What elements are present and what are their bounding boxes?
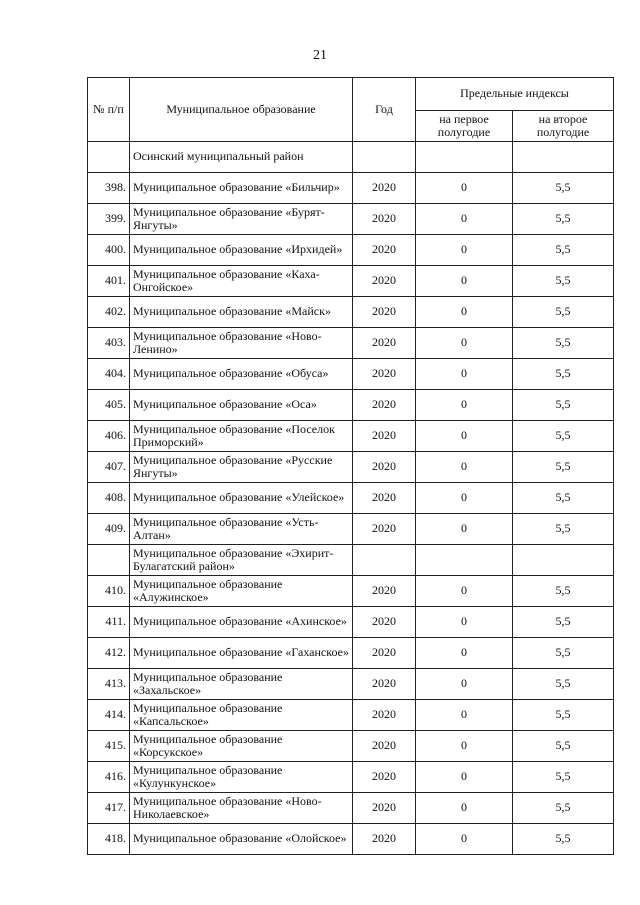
second-half-index: 5,5 — [513, 731, 614, 762]
municipality-name: Муниципальное образование «Майск» — [130, 297, 353, 328]
row-number: 403. — [88, 328, 130, 359]
header-year: Год — [353, 78, 416, 142]
municipality-name: Муниципальное образование «Кулункунское» — [130, 762, 353, 793]
second-half-index: 5,5 — [513, 173, 614, 204]
municipality-name: Муниципальное образование «Бильчир» — [130, 173, 353, 204]
table-row — [88, 607, 614, 638]
row-year: 2020 — [353, 793, 416, 824]
second-half-index: 5,5 — [513, 390, 614, 421]
row-number: 402. — [88, 297, 130, 328]
row-number: 417. — [88, 793, 130, 824]
table-header — [88, 78, 614, 142]
municipality-name: Муниципальное образование «Улейское» — [130, 483, 353, 514]
row-number: 406. — [88, 421, 130, 452]
page-number: 21 — [313, 48, 327, 63]
table-row — [88, 173, 614, 204]
row-number: 415. — [88, 731, 130, 762]
section-h1-cell — [416, 545, 513, 576]
first-half-index: 0 — [416, 328, 513, 359]
row-year: 2020 — [353, 824, 416, 855]
table-row — [88, 204, 614, 235]
row-number: 410. — [88, 576, 130, 607]
table-row — [88, 359, 614, 390]
section-num-cell — [88, 142, 130, 173]
second-half-index: 5,5 — [513, 483, 614, 514]
second-half-index: 5,5 — [513, 793, 614, 824]
table-row — [88, 483, 614, 514]
row-year: 2020 — [353, 514, 416, 545]
row-number: 404. — [88, 359, 130, 390]
second-half-index: 5,5 — [513, 700, 614, 731]
row-number: 414. — [88, 700, 130, 731]
row-number: 399. — [88, 204, 130, 235]
second-half-index: 5,5 — [513, 328, 614, 359]
row-year: 2020 — [353, 669, 416, 700]
municipality-name: Муниципальное образование «Алужинское» — [130, 576, 353, 607]
row-year: 2020 — [353, 576, 416, 607]
table-row — [88, 390, 614, 421]
table-row — [88, 266, 614, 297]
first-half-index: 0 — [416, 514, 513, 545]
municipality-name: Муниципальное образование «Захальское» — [130, 669, 353, 700]
row-year: 2020 — [353, 390, 416, 421]
table-row — [88, 731, 614, 762]
table-row — [88, 576, 614, 607]
municipality-name: Муниципальное образование «Усть-Алтан» — [130, 514, 353, 545]
municipality-name: Муниципальное образование «Ново-Ленино» — [130, 328, 353, 359]
first-half-index: 0 — [416, 421, 513, 452]
table-row — [88, 700, 614, 731]
table-row — [88, 824, 614, 855]
row-year: 2020 — [353, 762, 416, 793]
second-half-index: 5,5 — [513, 421, 614, 452]
row-number: 401. — [88, 266, 130, 297]
table-row — [88, 514, 614, 545]
table-row — [88, 452, 614, 483]
row-number: 400. — [88, 235, 130, 266]
first-half-index: 0 — [416, 235, 513, 266]
section-h2-cell — [513, 142, 614, 173]
row-year: 2020 — [353, 483, 416, 514]
municipality-name: Муниципальное образование «Обуса» — [130, 359, 353, 390]
second-half-index: 5,5 — [513, 452, 614, 483]
first-half-index: 0 — [416, 173, 513, 204]
second-half-index: 5,5 — [513, 297, 614, 328]
header-num: № п/п — [88, 78, 130, 142]
row-year: 2020 — [353, 235, 416, 266]
row-number: 411. — [88, 607, 130, 638]
table-row — [88, 421, 614, 452]
table-row — [88, 638, 614, 669]
row-number: 413. — [88, 669, 130, 700]
row-year: 2020 — [353, 297, 416, 328]
municipality-name: Муниципальное образование «Корсукское» — [130, 731, 353, 762]
first-half-index: 0 — [416, 762, 513, 793]
first-half-index: 0 — [416, 359, 513, 390]
section-year-cell — [353, 545, 416, 576]
second-half-index: 5,5 — [513, 638, 614, 669]
second-half-index: 5,5 — [513, 359, 614, 390]
header-first-half: на первое полугодие — [416, 111, 513, 142]
second-half-index: 5,5 — [513, 669, 614, 700]
header-name: Муниципальное образование — [130, 78, 353, 142]
first-half-index: 0 — [416, 669, 513, 700]
second-half-index: 5,5 — [513, 235, 614, 266]
first-half-index: 0 — [416, 638, 513, 669]
first-half-index: 0 — [416, 793, 513, 824]
table-row — [88, 793, 614, 824]
first-half-index: 0 — [416, 731, 513, 762]
row-year: 2020 — [353, 266, 416, 297]
limit-index-table — [87, 77, 614, 855]
table-body — [88, 142, 614, 855]
row-year: 2020 — [353, 328, 416, 359]
table-row — [88, 762, 614, 793]
second-half-index: 5,5 — [513, 204, 614, 235]
row-number: 416. — [88, 762, 130, 793]
first-half-index: 0 — [416, 483, 513, 514]
first-half-index: 0 — [416, 297, 513, 328]
first-half-index: 0 — [416, 607, 513, 638]
first-half-index: 0 — [416, 824, 513, 855]
municipality-name: Муниципальное образование «Капсальское» — [130, 700, 353, 731]
municipality-name: Муниципальное образование «Русские Янгуты» — [130, 452, 353, 483]
first-half-index: 0 — [416, 576, 513, 607]
section-title: Муниципальное образование «Эхирит-Булагатский район» — [130, 545, 353, 576]
section-h1-cell — [416, 142, 513, 173]
second-half-index: 5,5 — [513, 762, 614, 793]
second-half-index: 5,5 — [513, 266, 614, 297]
municipality-name: Муниципальное образование «Ахинское» — [130, 607, 353, 638]
row-year: 2020 — [353, 204, 416, 235]
row-year: 2020 — [353, 731, 416, 762]
municipality-name: Муниципальное образование «Каха-Онгойское» — [130, 266, 353, 297]
row-year: 2020 — [353, 700, 416, 731]
municipality-name: Муниципальное образование «Олойское» — [130, 824, 353, 855]
section-row — [88, 545, 614, 576]
first-half-index: 0 — [416, 204, 513, 235]
second-half-index: 5,5 — [513, 514, 614, 545]
first-half-index: 0 — [416, 700, 513, 731]
second-half-index: 5,5 — [513, 576, 614, 607]
second-half-index: 5,5 — [513, 607, 614, 638]
header-second-half: на второе полугодие — [513, 111, 614, 142]
table-row — [88, 297, 614, 328]
row-number: 412. — [88, 638, 130, 669]
table-row — [88, 235, 614, 266]
row-year: 2020 — [353, 359, 416, 390]
municipality-name: Муниципальное образование «Ирхидей» — [130, 235, 353, 266]
header-indices: Предельные индексы — [416, 78, 614, 111]
row-number: 408. — [88, 483, 130, 514]
first-half-index: 0 — [416, 390, 513, 421]
row-number: 418. — [88, 824, 130, 855]
municipality-name: Муниципальное образование «Бурят-Янгуты» — [130, 204, 353, 235]
row-number: 407. — [88, 452, 130, 483]
municipality-name: Муниципальное образование «Ново-Николаевское» — [130, 793, 353, 824]
row-year: 2020 — [353, 173, 416, 204]
section-num-cell — [88, 545, 130, 576]
municipality-name: Муниципальное образование «Гаханское» — [130, 638, 353, 669]
municipality-name: Муниципальное образование «Поселок Приморский» — [130, 421, 353, 452]
row-number: 398. — [88, 173, 130, 204]
table-row — [88, 669, 614, 700]
row-number: 405. — [88, 390, 130, 421]
section-h2-cell — [513, 545, 614, 576]
row-year: 2020 — [353, 452, 416, 483]
first-half-index: 0 — [416, 452, 513, 483]
row-year: 2020 — [353, 638, 416, 669]
section-year-cell — [353, 142, 416, 173]
table-row — [88, 328, 614, 359]
section-row — [88, 142, 614, 173]
row-year: 2020 — [353, 421, 416, 452]
row-year: 2020 — [353, 607, 416, 638]
second-half-index: 5,5 — [513, 824, 614, 855]
municipality-name: Муниципальное образование «Оса» — [130, 390, 353, 421]
first-half-index: 0 — [416, 266, 513, 297]
section-title: Осинский муниципальный район — [130, 142, 353, 173]
row-number: 409. — [88, 514, 130, 545]
